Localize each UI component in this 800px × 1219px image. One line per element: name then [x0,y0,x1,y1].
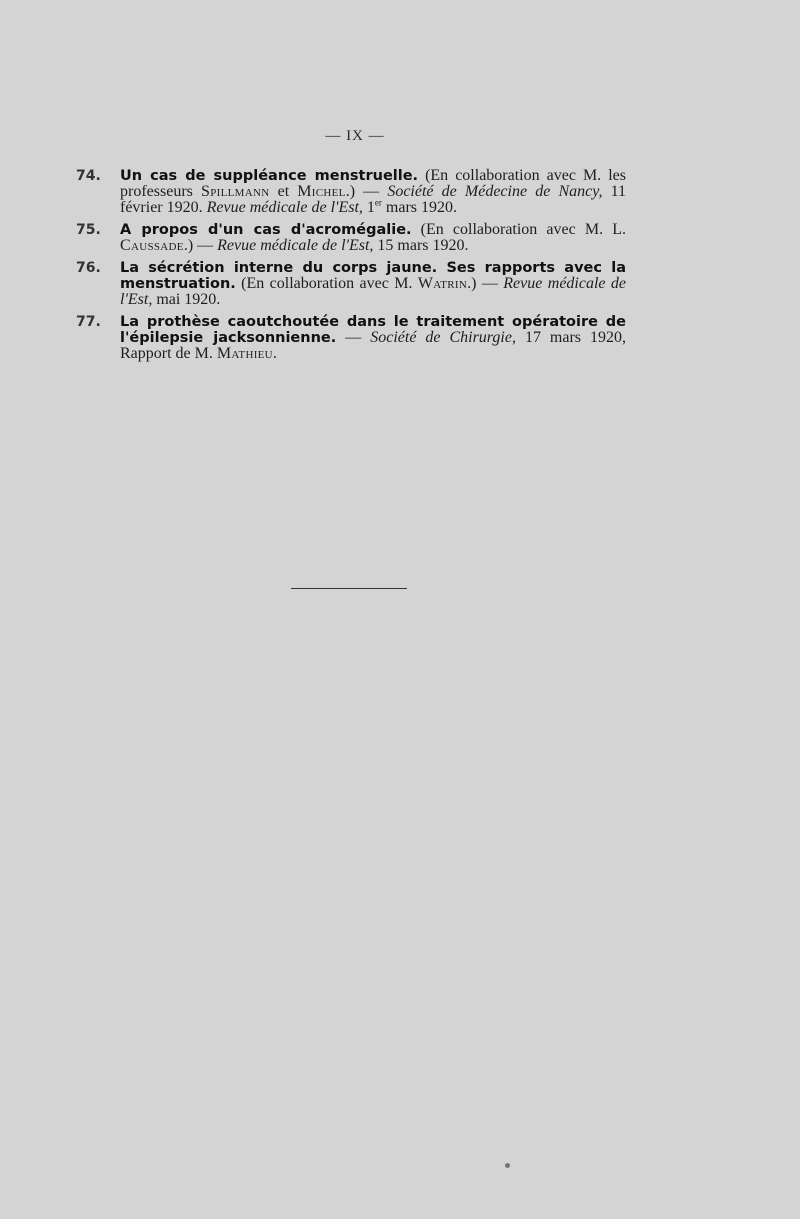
author-name: Mathieu [216,345,273,362]
section-divider [291,588,407,589]
entry-text: et [269,183,298,200]
ordinal-suffix: er [374,197,382,208]
entry-text: (En collaboration avec M. L. [411,221,626,238]
entry-text: 11 février 1920. [120,183,626,216]
author-name: Caussade [120,237,184,254]
entry-text: . [272,345,277,362]
entry-title: A propos d'un cas d'acromégalie. [120,222,412,238]
entry-text: .) — [345,183,388,200]
publication-name: Société de Médecine de Nancy, [387,183,603,200]
entry-text: .) — [183,237,218,254]
entry-number: 74. [76,168,101,184]
entry-text: 15 mars 1920. [373,237,469,254]
entry-number: 75. [76,222,101,238]
entry-text: 1 [362,199,375,216]
entry-number: 76. [76,260,101,276]
bibliography-entry-76 [73,260,626,308]
entry-title: Un cas de suppléance menstruelle. [120,168,419,184]
entry-number: 77. [76,314,101,330]
publication-name: Revue médicale de l'Est, [120,275,627,308]
entry-text: mars 1920. [381,199,457,216]
entry-text: 17 mars 1920, Rapport de M. [120,329,626,362]
bibliography-entry-77 [73,314,626,362]
entry-text: .) — [467,275,504,292]
bibliography-entry-74 [73,168,626,216]
bibliography-entry-75 [73,222,626,254]
page-number: — IX — [325,128,385,144]
publication-name: Revue médicale de l'Est, [217,237,374,254]
entry-text: — [336,329,371,346]
author-name: Michel [297,183,346,200]
entry-text: (En collaboration avec M. [235,275,418,292]
publication-name: Société de Chirurgie, [370,329,516,346]
entry-title: La prothèse caoutchoutée dans le traitement opératoire de l'épilepsie jacksonnienne. [120,314,626,346]
publication-name: Revue médicale de l'Est, [206,199,363,216]
entry-text: (En collaboration avec M. les professeurs [120,167,626,200]
author-name: Spillmann [201,183,270,200]
bibliography-list [73,168,626,368]
entry-title: La sécrétion interne du corps jaune. Ses rapports avec la menstruation. [120,260,626,292]
paper-speck [505,1163,510,1168]
author-name: Watrin [417,275,468,292]
entry-text: mai 1920. [152,291,221,308]
